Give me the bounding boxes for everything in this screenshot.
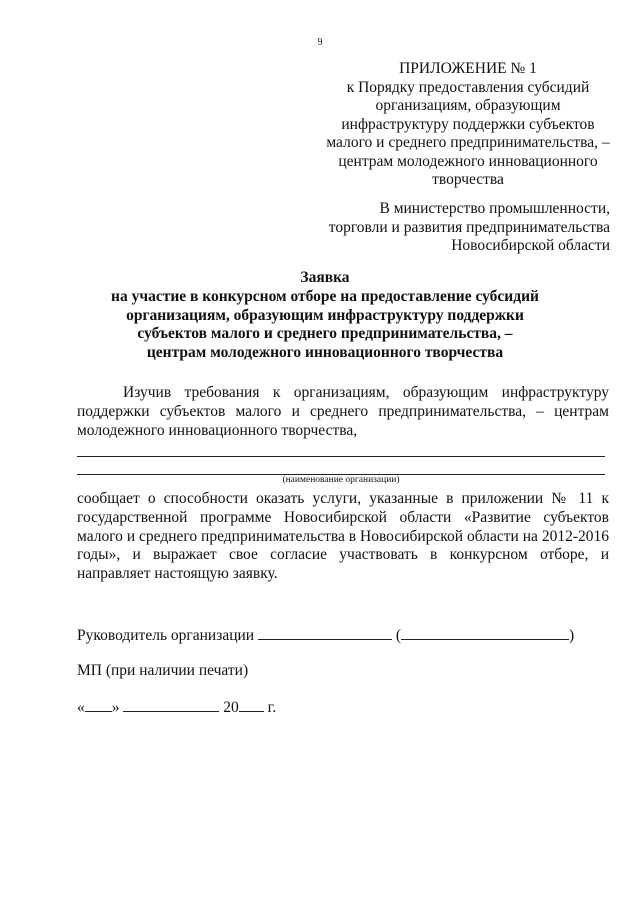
- addressee-line: В министерство промышленности,: [379, 200, 610, 217]
- stamp-note: МП (при наличии печати): [77, 662, 249, 679]
- appendix-line: к Порядку предоставления субсидий: [346, 78, 590, 96]
- appendix-header: [318, 60, 618, 190]
- full-name-field[interactable]: [401, 625, 569, 640]
- appendix-line: центрам молодежного инновационного: [338, 152, 598, 170]
- appendix-line: творчества: [432, 171, 504, 188]
- close-paren: ): [569, 627, 575, 644]
- date-close-quote: »: [111, 699, 120, 716]
- signature-field[interactable]: [258, 625, 392, 640]
- intro-paragraph: Изучив требования к организациям, образующим инфраструктуру поддержки субъектов малого и среднего предпринимательства, – центрам молодежного инновационного творчества,: [77, 384, 609, 439]
- org-name-caption: (наименование организации): [282, 475, 400, 485]
- title-line: организациям, образующим инфраструктуру поддержки: [126, 306, 524, 324]
- appendix-line: малого и среднего предпринимательства, –: [326, 134, 610, 151]
- title-line: Заявка: [300, 269, 350, 286]
- appendix-line: инфраструктуру поддержки субъектов: [341, 115, 595, 133]
- appendix-line: организациям, образующим: [375, 97, 561, 114]
- open-paren: (: [395, 627, 402, 644]
- application-title: [60, 269, 590, 363]
- addressee-line: торговли и развития предпринимательства: [328, 218, 610, 236]
- statement-paragraph: сообщает о способности оказать услуги, указанные в приложении № 11 к государственной программе Новосибирской области «Развитие субъектов малого и среднего предпринимательства в Новосибирской области на 2012-2016 годы», и выражает свое согласие участвовать в конкурсном отборе, и направляет настоящую заявку.: [77, 490, 609, 583]
- day-field[interactable]: [85, 697, 112, 712]
- org-name-line-1[interactable]: [77, 456, 605, 457]
- year-prefix: 20: [223, 699, 239, 716]
- date-open-quote: «: [77, 699, 85, 716]
- title-line: центрам молодежного инновационного творчества: [146, 344, 504, 362]
- signature-label: Руководитель организации: [77, 627, 255, 644]
- year-suffix: г.: [267, 699, 277, 716]
- year-field[interactable]: [239, 697, 264, 712]
- title-line: субъектов малого и среднего предпринимательства, –: [137, 325, 513, 343]
- signature-row: [77, 625, 617, 646]
- month-field[interactable]: [123, 697, 219, 712]
- addressee-block: [300, 200, 610, 256]
- page-number: 9: [317, 37, 323, 48]
- date-row: [77, 697, 276, 718]
- title-line: на участие в конкурсном отборе на предоставление субсидий: [111, 287, 539, 305]
- appendix-line: ПРИЛОЖЕНИЕ № 1: [399, 60, 537, 77]
- addressee-line: Новосибирской области: [451, 237, 610, 254]
